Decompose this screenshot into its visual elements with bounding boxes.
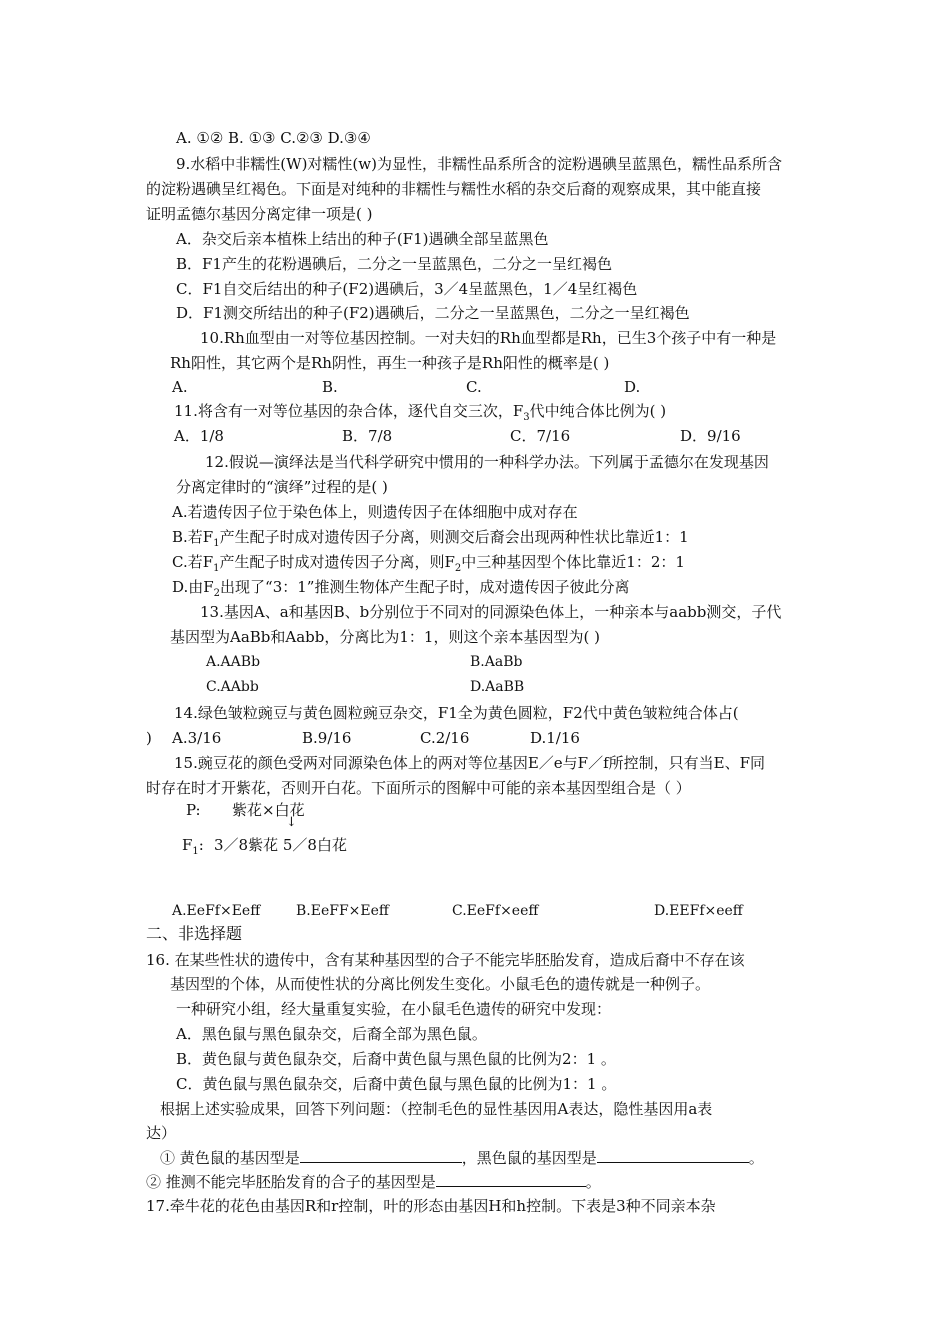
q15-stem-line1: 15.豌豆花的颜色受两对同源染色体上的两对等位基因E／e与F／f所控制，只有当E、F同	[174, 754, 766, 772]
q12-stem-line2: 分离定律时的“演绎”过程的是( )	[176, 478, 388, 496]
q16-stem-line2: 基因型的个体，从而使性状的分离比例发生变化。小鼠毛色的遗传就是一种例子。	[170, 975, 711, 993]
answer-blank-lethal-genotype[interactable]	[436, 1172, 586, 1187]
q11-option-d: D．9/16	[680, 427, 741, 445]
q14-option-b: B.9/16	[302, 729, 352, 747]
q11-option-c: C．7/16	[510, 427, 571, 445]
q11-stem: 11.将含有一对等位基因的杂合体，逐代自交三次，$F_3$代中纯合体比例为( )	[174, 402, 667, 423]
q15-p-cross: 紫花×白花	[232, 801, 305, 819]
q15-p-label: P:	[186, 801, 201, 819]
q13-option-b: B.AaBb	[470, 654, 523, 670]
q11-option-b: B．7/8	[342, 427, 393, 445]
q9-option-b: B．F1产生的花粉遇碘后，二分之一呈蓝黑色，二分之一呈红褐色	[176, 255, 612, 273]
q12-stem-line1: 12.假说—演绎法是当代科学研究中惯用的一种科学办法。下列属于孟德尔在发现基因	[205, 453, 769, 471]
q14-stem-line1: 14.绿色皱粒豌豆与黄色圆粒豌豆杂交，F1全为黄色圆粒，F2代中黄色皱粒纯合体占(	[174, 704, 739, 722]
q16-finding-b: B．黄色鼠与黄色鼠杂交，后裔中黄色鼠与黑色鼠的比例为2：1 。	[176, 1050, 616, 1068]
q13-stem-line1: 13.基因A、a和基因B、b分别位于不同对的同源染色体上，一种亲本与aabb测交，子代	[200, 603, 782, 621]
q16-stem-line3: 一种研究小组，经大量重复实验，在小鼠毛色遗传的研究中发现：	[176, 1000, 612, 1018]
answer-blank-yellow-genotype[interactable]	[300, 1148, 462, 1163]
q14-option-d: D.1/16	[530, 729, 580, 747]
q13-stem-line2: 基因型为AaBb和Aabb，分离比为1：1，则这个亲本基因型为( )	[170, 628, 600, 646]
q16-ask-line1: 根据上述实验成果，回答下列问题：（控制毛色的显性基因用A表达，隐性基因用a表	[160, 1100, 713, 1118]
q10-stem-line2: Rh阳性，其它两个是Rh阴性，再生一种孩子是Rh阳性的概率是( )	[170, 354, 610, 372]
q14-option-a: A.3/16	[172, 729, 222, 747]
q12-option-c: C.若$F_1$产生配子时成对遗传因子分离，则$F_2$中三种基因型个体比靠近1：2：1	[172, 553, 685, 574]
q15-option-d: D.EEFf×eeff	[654, 903, 743, 919]
q15-stem-line2: 时存在时才开紫花，否则开白花。下面所示的图解中可能的亲本基因型组合是（ ）	[146, 779, 691, 797]
q15-f1-label: $F_1$:	[182, 836, 204, 857]
section-title-nonchoice: 二、非选择题	[146, 924, 243, 943]
q9-stem-line2: 的淀粉遇碘呈红褐色。下面是对纯种的非糯性与糯性水稻的杂交后裔的观察成果，其中能直接	[146, 180, 762, 198]
q14-stem-close: )	[146, 729, 152, 747]
q10-option-a: A.	[172, 378, 188, 396]
q8-options: A. ①② B. ①③ C.②③ D.③④	[176, 129, 371, 147]
q9-stem-line3: 证明孟德尔基因分离定律一项是( )	[146, 205, 373, 223]
q15-option-b: B.EeFF×Eeff	[296, 903, 389, 919]
q9-option-c: C．F1自交后结出的种子(F2)遇碘后，3／4呈蓝黑色，1／4呈红褐色	[176, 280, 638, 298]
q16-ask-line2: 达）	[146, 1124, 177, 1142]
q17-stem-line1: 17.牵牛花的花色由基因R和r控制，叶的形态由基因H和h控制。下表是3种不同亲本杂	[146, 1197, 716, 1215]
q16-stem-line1: 16. 在某些性状的遗传中，含有某种基因型的合子不能完毕胚胎发育，造成后裔中不存在该	[146, 951, 745, 969]
q16-sub-question-2: ② 推测不能完毕胚胎发育的合子的基因型是 。	[146, 1173, 601, 1191]
q10-option-d: D.	[624, 378, 641, 396]
q10-option-b: B.	[322, 378, 338, 396]
q15-f1-result: 3／8紫花 5／8白花	[214, 836, 347, 854]
q16-finding-a: A．黑色鼠与黑色鼠杂交，后裔全部为黑色鼠。	[176, 1025, 487, 1043]
q16-finding-c: C．黄色鼠与黑色鼠杂交，后裔中黄色鼠与黑色鼠的比例为1：1 。	[176, 1075, 617, 1093]
q15-cross-arrow: ↓	[286, 815, 297, 830]
q10-stem-line1: 10.Rh血型由一对等位基因控制。一对夫妇的Rh血型都是Rh，已生3个孩子中有一种是	[200, 329, 777, 347]
q13-option-d: D.AaBB	[470, 679, 525, 695]
q9-option-d: D．F1测交所结出的种子(F2)遇碘后，二分之一呈蓝黑色，二分之一呈红褐色	[176, 304, 690, 322]
q13-option-c: C.AAbb	[206, 679, 259, 695]
answer-blank-black-genotype[interactable]	[597, 1148, 749, 1163]
q11-option-a: A．1/8	[174, 427, 224, 445]
q14-option-c: C.2/16	[420, 729, 470, 747]
q13-option-a: A.AABb	[206, 654, 261, 670]
q16-sub-question-1: ① 黄色鼠的基因型是 ，黑色鼠的基因型是 。	[160, 1149, 764, 1167]
q10-option-c: C.	[466, 378, 482, 396]
q15-option-c: C.EeFf×eeff	[452, 903, 539, 919]
q12-option-d: D.由$F_2$出现了“3：1”推测生物体产生配子时，成对遗传因子彼此分离	[172, 578, 630, 599]
q9-option-a: A．杂交后亲本植株上结出的种子(F1)遇碘全部呈蓝黑色	[176, 230, 549, 248]
q15-option-a: A.EeFf×Eeff	[172, 903, 261, 919]
q9-stem-line1: 9.水稻中非糯性(W)对糯性(w)为显性，非糯性品系所含的淀粉遇碘呈蓝黑色，糯性品系所含	[176, 155, 782, 173]
q12-option-a: A.若遗传因子位于染色体上，则遗传因子在体细胞中成对存在	[172, 503, 578, 521]
q12-option-b: B.若$F_1$产生配子时成对遗传因子分离，则测交后裔会出现两种性状比靠近1：1	[172, 528, 689, 549]
